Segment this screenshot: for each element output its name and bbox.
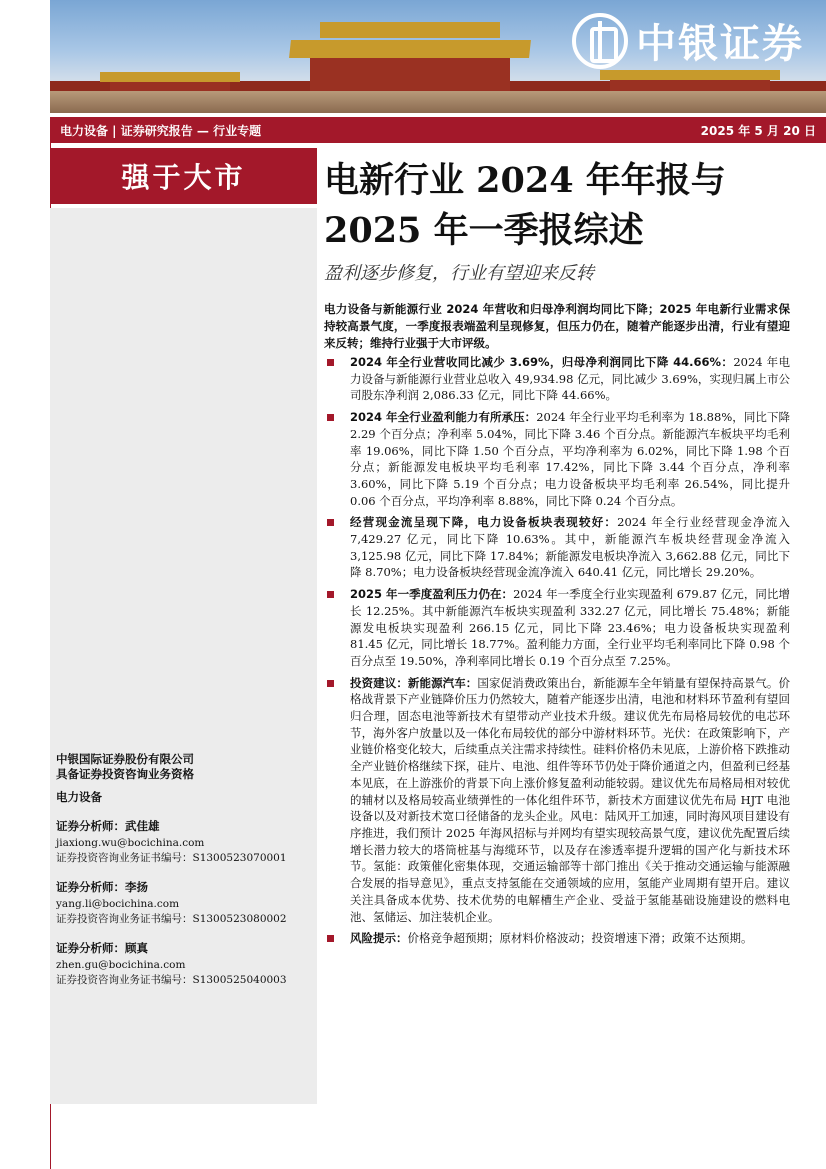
analyst-block [56,941,314,988]
bullet-item [324,514,790,581]
logo-text: 中银证券 [636,21,804,67]
bullet-square-icon [327,591,334,598]
report-category: 电力设备 | 证券研究报告 — 行业专题 [60,123,262,138]
boc-logo-icon [572,13,628,69]
bullet-square-icon [327,935,334,942]
bullet-body: 2024 年电力设备与新能源行业营业总收入 49,934.98 亿元，同比减少 3.69%，实现归属上市公司股东净利润 2,086.33 亿元，同比下降 44.66%。 [350,355,791,403]
report-title [324,156,794,256]
bullet-item [324,354,790,404]
key-points [324,354,790,952]
bullet-head: 2025 年一季度盈利压力仍在： [350,587,514,602]
header-banner [50,0,826,113]
title-line-1: 电新行业 2024 年年报与 [324,160,726,201]
bullet-body: 2024 年全行业平均毛利率为 18.88%，同比下降 2.29 个百分点；净利率 5.04%，同比下降 3.46 个百分点。新能源汽车板块平均毛利率 19.06%，同比下降 1.50 个百分点，平均净利率为 6.02%，同比下降 1.98 个百分点；新能源发电板块平均毛利率 17.42%，同比下降 3.44 个百分点，净利率 3.60%，同比下降 5.19 个百分点；电力设备板块平均毛利率 26.54%，同比提升 0.06 个百分点，平均净利率 8.88%，同比下降 0.24 个百分点。 [350,410,790,508]
report-subtitle: 盈利逐步修复，行业有望迎来反转 [324,263,594,284]
analyst-email[interactable]: jiaxiong.wu@bocichina.com [56,837,205,849]
summary-paragraph: 电力设备与新能源行业 2024 年营收和归母净利润均同比下降；2025 年电新行业需求保持较高景气度，一季度报表端盈利呈现修复，但压力仍在，随着产能逐步出清，行业有望迎来反转；维持行业强于大市评级。 [324,302,790,350]
analyst-cert: 证券投资咨询业务证书编号：S1300523070001 [56,852,287,864]
analyst-name: 证券分析师：顾真 [56,941,148,955]
rating-badge: 强于大市 [50,148,317,204]
bullet-body: 2024 年一季度全行业实现盈利 679.87 亿元，同比增长 12.25%。其中新能源汽车板块实现盈利 332.27 亿元，同比增长 75.48%；新能源发电板块实现盈利 266.15 亿元，同比下降 23.46%；电力设备板块实现盈利 81.45 亿元，同比增长 18.77%。盈利能力方面，全行业平均毛利率同比下降 0.98 个百分点至 19.50%，净利率同比增长 0.19 个百分点至 7.25%。 [350,587,790,668]
analyst-name: 证券分析师：武佳雄 [56,819,160,833]
report-date: 2025 年 5 月 20 日 [700,123,816,138]
bullet-item [324,675,790,926]
bullet-head: 2024 年全行业盈利能力有所承压： [350,410,537,425]
bullet-square-icon [327,519,334,526]
analyst-email[interactable]: zhen.gu@bocichina.com [56,959,186,971]
banner-side-roof [100,72,240,82]
analyst-info [56,752,314,988]
banner-roof [289,40,531,58]
sector-label: 电力设备 [56,790,102,804]
analyst-block [56,880,314,927]
bullet-body: 2024 年全行业经营现金净流入 7,429.27 亿元，同比下降 10.63%。其中，新能源汽车板块经营现金净流入 3,125.98 亿元，同比下降 17.84%；新能源发电板块净流入 3,662.88 亿元，同比下降 8.70%；电力设备板块经营现金流净流入 640.41 亿元，同比增长 29.20%。 [350,515,791,580]
analyst-cert: 证券投资咨询业务证书编号：S1300525040003 [56,974,287,986]
bullet-square-icon [327,414,334,421]
analyst-block [56,819,314,866]
bullet-item [324,409,790,509]
bullet-head: 风险提示： [350,931,408,946]
bullet-item [324,930,790,947]
info-bar [50,117,826,143]
bullet-body: 国家促消费政策出台，新能源车全年销量有望保持高景气。价格战背景下产业链降价压力仍然较大，随着产能逐步出清，电池和材料环节盈利有望回归合理，固态电池等新技术有望带动产业技术升级。建议优先布局格局较优的电芯环节，海外客户放量以及一体化布局较优的部分中游材料环节。光伏：在政策影响下，产业链价格变化较大，后续重点关注需求持续性。硅料价格仍未见底，上游价格下跌推动全产业链价格继续下探，硅片、电池、组件等环节仍处于降价通道之内，但盈利已经基本见底，在上游涨价的背景下向上涨价修复盈利动能较弱。建议优先布局格局相对较优的辅材以及格局较高业绩弹性的一体化组件环节，新技术方面建议优先布局 HJT 电池设备以及对新技术宽口径储备的龙头企业。风电：陆风开工加速，同时海风项目建设有序推进，我们预计 2025 年海风招标与并网均有望实现较高景气度，建议优先配置后续增长潜力较大的塔筒桩基与海缆环节，以及存在渗透率提升逻辑的国产化与新技术环节。氢能：政策催化密集体现，交通运输部等十部门推出《关于推动交通运输与能源融合发展的指导意见》，重点支持氢能在交通领域的应用，氢能产业周期有望开启。建议关注具备成本优势、技术优势的电解槽生产企业、受益于氢能基础设施建设的燃料电池、氢储运、加注装机企业。 [350,675,790,924]
company-name: 中银国际证券股份有限公司 [56,752,194,766]
banner-roof-top [320,22,500,38]
bullet-head: 投资建议：新能源汽车： [350,675,478,690]
bullet-square-icon [327,680,334,687]
title-line-2: 2025 年一季报综述 [324,210,644,251]
bullet-head: 2024 年全行业营收同比减少 3.69%，归母净利润同比下降 44.66%： [350,355,734,369]
analyst-email[interactable]: yang.li@bocichina.com [56,898,180,910]
bullet-head: 经营现金流呈现下降，电力设备板块表现较好： [350,515,618,530]
brand-logo [572,12,804,69]
banner-side-roof-right [600,70,780,80]
bullet-square-icon [327,359,334,366]
bullet-body: 价格竞争超预期；原材料价格波动；投资增速下滑；政策不达预期。 [407,931,753,946]
bullet-item [324,586,790,670]
qualification: 具备证券投资咨询业务资格 [56,767,194,781]
banner-ground [50,91,826,113]
analyst-name: 证券分析师：李扬 [56,880,148,894]
analyst-cert: 证券投资咨询业务证书编号：S1300523080002 [56,913,287,925]
